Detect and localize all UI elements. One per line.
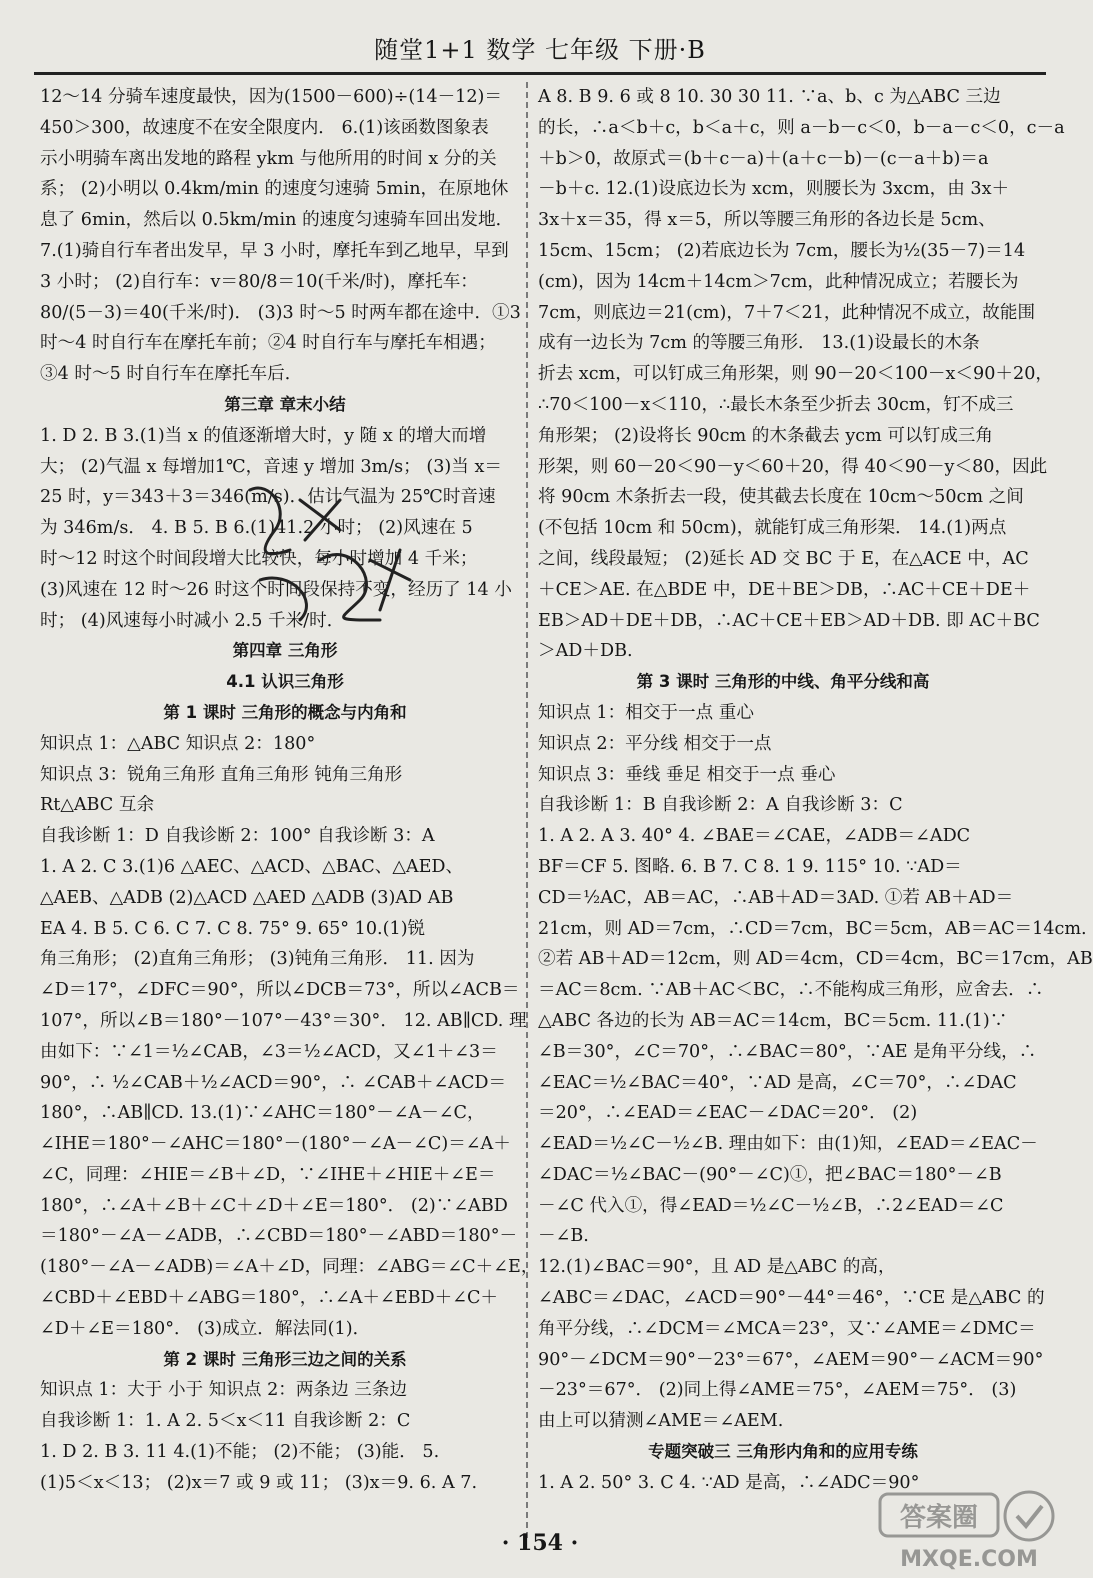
left-column-line: 为 346m/s． 4. B 5. B 6.(1)41.2 小时； (2)风速在 5 bbox=[40, 518, 473, 539]
left-column-line: 第 2 课时 三角形三边之间的关系 bbox=[163, 1349, 407, 1369]
right-column-line: ∠ABC＝∠DAC，∠ACD＝90°－44°＝46°，∵CE 是△ABC 的 bbox=[538, 1288, 1045, 1309]
left-column-line: 90°，∴ ½∠CAB＋½∠ACD＝90°，∴ ∠CAB＋∠ACD＝ bbox=[40, 1072, 507, 1093]
right-column-line: A 8. B 9. 6 或 8 10. 30 30 11. ∵a、b、c 为△ABC 三边 bbox=[538, 87, 1001, 107]
left-column-line: 知识点 3：锐角三角形 直角三角形 钝角三角形 bbox=[40, 764, 403, 785]
left-column-line: 1. D 2. B 3.(1)当 x 的值逐渐增大时，y 随 x 的增大而增 bbox=[40, 425, 487, 446]
right-column bbox=[538, 82, 1093, 1499]
right-column-line: 将 90cm 木条折去一段，使其截去长度在 10cm～50cm 之间 bbox=[538, 487, 1024, 508]
left-column-line: 示小明骑车离出发地的路程 ykm 与他所用的时间 x 分的关 bbox=[40, 148, 497, 169]
left-column-line: ＝180°－∠A－∠ADB，∴∠CBD＝180°－∠ABD＝180°－ bbox=[40, 1226, 518, 1247]
right-column-line: CD＝½AC，AB＝AC，∴AB＋AD＝3AD. ①若 AB＋AD＝ bbox=[538, 887, 1014, 908]
page-number: · 154 · bbox=[501, 1530, 579, 1556]
left-column-line: 1. A 2. C 3.(1)6 △AEC、△ACD、△BAC、△AED、 bbox=[40, 856, 464, 877]
right-column-line: ∠B＝30°，∠C＝70°，∴∠BAC＝80°，∵AE 是角平分线，∴ bbox=[538, 1041, 1037, 1062]
left-column-line: ∠D＝17°，∠DFC＝90°，所以∠DCB＝73°，所以∠ACB＝ bbox=[40, 980, 520, 1001]
right-column-line: ＝20°，∴∠EAD＝∠EAC－∠DAC＝20°． (2) bbox=[538, 1103, 918, 1124]
left-column-line: 时～4 时自行车在摩托车前；②4 时自行车与摩托车相遇； bbox=[40, 333, 496, 354]
left-column bbox=[40, 82, 539, 1499]
left-column-line: ∠IHE＝180°－∠AHC＝180°－(180°－∠A－∠C)＝∠A＋ bbox=[40, 1134, 511, 1155]
left-column-line: EA 4. B 5. C 6. C 7. C 8. 75° 9. 65° 10.(1)锐 bbox=[40, 918, 426, 939]
left-column-line: 1. D 2. B 3. 11 4.(1)不能； (2)不能； (3)能． 5. bbox=[40, 1442, 440, 1463]
left-column-line: ∠CBD＋∠EBD＋∠ABG＝180°，∴∠A＋∠EBD＋∠C＋ bbox=[40, 1288, 499, 1309]
left-column-line: 4.1 认识三角形 bbox=[226, 672, 344, 692]
right-column-line: 由上可以猜测∠AME＝∠AEM. bbox=[538, 1411, 784, 1432]
left-column-line: 知识点 1：大于 小于 知识点 2：两条边 三条边 bbox=[40, 1380, 408, 1401]
right-column-line: 成有一边长为 7cm 的等腰三角形． 13.(1)设最长的木条 bbox=[538, 333, 980, 354]
left-column-line: 第 1 课时 三角形的概念与内角和 bbox=[163, 702, 407, 722]
right-column-line: 的长，∴a＜b＋c，b＜a＋c，则 a－b－c＜0，b－a－c＜0，c－a bbox=[538, 117, 1065, 138]
right-column-line: BF＝CF 5. 图略. 6. B 7. C 8. 1 9. 115° 10. ∵AD＝ bbox=[538, 856, 962, 877]
left-column-line: 3 小时； (2)自行车：v＝80/8＝10(千米/时)，摩托车： bbox=[40, 271, 478, 292]
right-column-line: 90°－∠DCM＝90°－23°＝67°，∠AEM＝90°－∠ACM＝90° bbox=[538, 1349, 1044, 1370]
right-column-line: －23°＝67°． (2)同上得∠AME＝75°，∠AEM＝75°． (3) bbox=[538, 1380, 1017, 1401]
right-column-line: ＋b＞0，故原式＝(b＋c－a)＋(a＋c－b)－(c－a＋b)＝a bbox=[538, 148, 989, 169]
left-column-line: 自我诊断 1：1. A 2. 5＜x＜11 自我诊断 2：C bbox=[40, 1411, 411, 1432]
header-rule bbox=[34, 72, 1046, 75]
right-column-line: 专题突破三 三角形内角和的应用专练 bbox=[648, 1442, 918, 1462]
right-column-line: －b＋c. 12.(1)设底边长为 xcm，则腰长为 3xcm，由 3x＋ bbox=[538, 179, 1010, 200]
left-column-line: ③4 时～5 时自行车在摩托车后． bbox=[40, 364, 303, 385]
left-column-line: 7.(1)骑自行车者出发早，早 3 小时，摩托车到乙地早，早到 bbox=[40, 240, 509, 261]
right-column-line: 1. A 2. A 3. 40° 4. ∠BAE＝∠CAE，∠ADB＝∠ADC bbox=[538, 826, 971, 847]
right-column-line: ＋CE＞AE. 在△BDE 中，DE＋BE＞DB，∴AC＋CE＋DE＋ bbox=[538, 579, 1031, 600]
left-column-line: 第三章 章末小结 bbox=[224, 394, 346, 414]
right-column-line: (cm)，因为 14cm＋14cm＞7cm，此种情况成立；若腰长为 bbox=[538, 271, 1019, 292]
right-column-line: △ABC 各边的长为 AB＝AC＝14cm，BC＝5cm. 11.(1)∵ bbox=[538, 1010, 1008, 1031]
left-column-line: 系； (2)小明以 0.4km/min 的速度匀速骑 5min，在原地休 bbox=[40, 179, 509, 200]
right-column-line: －∠B. bbox=[538, 1226, 589, 1247]
left-column-line: 时； (4)风速每小时减小 2.5 千米/时． bbox=[40, 610, 345, 631]
right-column-line: 21cm，则 AD＝7cm，∴CD＝7cm，BC＝5cm，AB＝AC＝14cm. bbox=[538, 918, 1087, 939]
right-column-line: ②若 AB＋AD＝12cm，则 AD＝4cm，CD＝4cm，BC＝17cm，AB bbox=[538, 949, 1093, 970]
right-column-line: ∴70＜100－x＜110，∴最长木条至少折去 30cm，钉不成三 bbox=[538, 394, 1014, 415]
page-header: 随堂1+1 数学 七年级 下册·B bbox=[374, 36, 706, 64]
right-column-line: 折去 xcm，可以钉成三角形架，则 90－20＜100－x＜90＋20， bbox=[538, 364, 1053, 385]
left-column-line: 80/(5－3)＝40(千米/时)． (3)3 时～5 时两车都在途中．①3 bbox=[40, 302, 521, 323]
left-column-line: 12～14 分骑车速度最快，因为(1500－600)÷(14－12)＝ bbox=[40, 87, 503, 107]
left-column-line: (180°－∠A－∠ADB)＝∠A＋∠D，同理：∠ABG＝∠C＋∠E， bbox=[40, 1257, 539, 1278]
left-column-line: (3)风速在 12 时～26 时这个时间段保持不变，经历了 14 小 bbox=[40, 579, 512, 600]
right-column-line: 知识点 3：垂线 垂足 相交于一点 垂心 bbox=[538, 764, 836, 785]
right-column-line: 12.(1)∠BAC＝90°，且 AD 是△ABC 的高， bbox=[538, 1257, 896, 1278]
right-column-line: 15cm、15cm； (2)若底边长为 7cm，腰长为½(35－7)＝14 bbox=[538, 240, 1026, 261]
right-column-line: －∠C 代入①，得∠EAD＝½∠C－½∠B，∴2∠EAD＝∠C bbox=[538, 1195, 1004, 1216]
left-column-line: 180°，∴∠A＋∠B＋∠C＋∠D＋∠E＝180°． (2)∵∠ABD bbox=[40, 1195, 508, 1216]
left-column-line: 25 时，y＝343＋3＝346(m/s)．估计气温为 25℃时音速 bbox=[40, 487, 496, 508]
right-column-line: 角平分线，∴∠DCM＝∠MCA＝23°，又∵∠AME＝∠DMC＝ bbox=[538, 1318, 1036, 1339]
right-column-line: 形架，则 60－20＜90－y＜60＋20，得 40＜90－y＜80，因此 bbox=[538, 456, 1048, 477]
left-column-line: 知识点 1：△ABC 知识点 2：180° bbox=[40, 733, 316, 754]
right-column-line: 第 3 课时 三角形的中线、角平分线和高 bbox=[636, 672, 930, 692]
left-column-line: 时～12 时这个时间段增大比较快，每小时增加 4 千米； bbox=[40, 548, 478, 569]
left-column-line: 角三角形； (2)直角三角形； (3)钝角三角形． 11. 因为 bbox=[40, 949, 475, 970]
right-column-line: 知识点 2：平分线 相交于一点 bbox=[538, 733, 772, 754]
right-column-line: 知识点 1：相交于一点 重心 bbox=[538, 702, 754, 723]
watermark-stamp-text: 答案圈 bbox=[899, 1503, 979, 1533]
right-column-line: 1. A 2. 50° 3. C 4. ∵AD 是高，∴∠ADC＝90° bbox=[538, 1472, 920, 1493]
left-column-line: ∠C，同理：∠HIE＝∠B＋∠D，∵∠IHE＋∠HIE＋∠E＝ bbox=[40, 1164, 496, 1185]
left-column-line: 第四章 三角形 bbox=[232, 641, 338, 661]
watermark-text: MXQE.COM bbox=[900, 1547, 1038, 1572]
column-divider bbox=[526, 82, 528, 1538]
right-column-line: EB＞AD＋DE＋DB，∴AC＋CE＋EB＞AD＋DB. 即 AC＋BC bbox=[538, 610, 1040, 631]
right-column-line: ∠EAD＝½∠C－½∠B. 理由如下：由(1)知，∠EAD＝∠EAC－ bbox=[538, 1134, 1038, 1155]
right-column-line: ∠DAC＝½∠BAC－(90°－∠C)①，把∠BAC＝180°－∠B bbox=[538, 1164, 1002, 1185]
left-column-line: (1)5＜x＜13； (2)x＝7 或 9 或 11； (3)x＝9. 6. A 7. bbox=[40, 1472, 478, 1493]
right-column-line: ＝AC＝8cm. ∵AB＋AC＜BC，∴不能构成三角形，应舍去．∴ bbox=[538, 980, 1044, 1001]
right-column-line: 自我诊断 1：B 自我诊断 2：A 自我诊断 3：C bbox=[538, 795, 903, 816]
right-column-line: 角形架； (2)设将长 90cm 的木条截去 ycm 可以钉成三角 bbox=[538, 425, 993, 446]
left-column-line: 107°，所以∠B＝180°－107°－43°＝30°． 12. AB∥CD. 理 bbox=[40, 1010, 527, 1031]
left-column-line: 息了 6min，然后以 0.5km/min 的速度匀速骑车回出发地． bbox=[40, 210, 514, 231]
right-column-line: ∠EAC＝½∠BAC＝40°，∵AD 是高，∠C＝70°，∴∠DAC bbox=[538, 1072, 1017, 1093]
left-column-line: 大； (2)气温 x 每增加1℃，音速 y 增加 3m/s； (3)当 x＝ bbox=[40, 456, 502, 477]
left-column-line: 自我诊断 1：D 自我诊断 2：100° 自我诊断 3：A bbox=[40, 826, 435, 847]
right-column-line: 3x＋x＝35，得 x＝5，所以等腰三角形的各边长是 5cm、 bbox=[538, 210, 996, 231]
right-column-line: 之间，线段最短； (2)延长 AD 交 BC 于 E，在△ACE 中，AC bbox=[538, 548, 1029, 569]
left-column-line: Rt△ABC 互余 bbox=[40, 795, 155, 816]
left-column-line: ∠D＋∠E＝180°． (3)成立．解法同(1)． bbox=[40, 1318, 371, 1339]
right-column-line: 7cm，则底边＝21(cm)，7＋7＜21，此种情况不成立，故能围 bbox=[538, 302, 1036, 323]
left-column-line: △AEB、△ADB (2)△ACD △AED △ADB (3)AD AB bbox=[40, 887, 454, 908]
left-column-line: 由如下：∵∠1＝½∠CAB，∠3＝½∠ACD，又∠1＋∠3＝ bbox=[40, 1041, 498, 1062]
right-column-line: (不包括 10cm 和 50cm)，就能钉成三角形架． 14.(1)两点 bbox=[538, 518, 1007, 539]
left-column-line: 450＞300，故速度不在安全限度内． 6.(1)该函数图象表 bbox=[40, 117, 489, 138]
left-column-line: 180°，∴AB∥CD. 13.(1)∵∠AHC＝180°－∠A－∠C， bbox=[40, 1103, 485, 1124]
right-column-line: ＞AD＋DB. bbox=[538, 641, 633, 662]
